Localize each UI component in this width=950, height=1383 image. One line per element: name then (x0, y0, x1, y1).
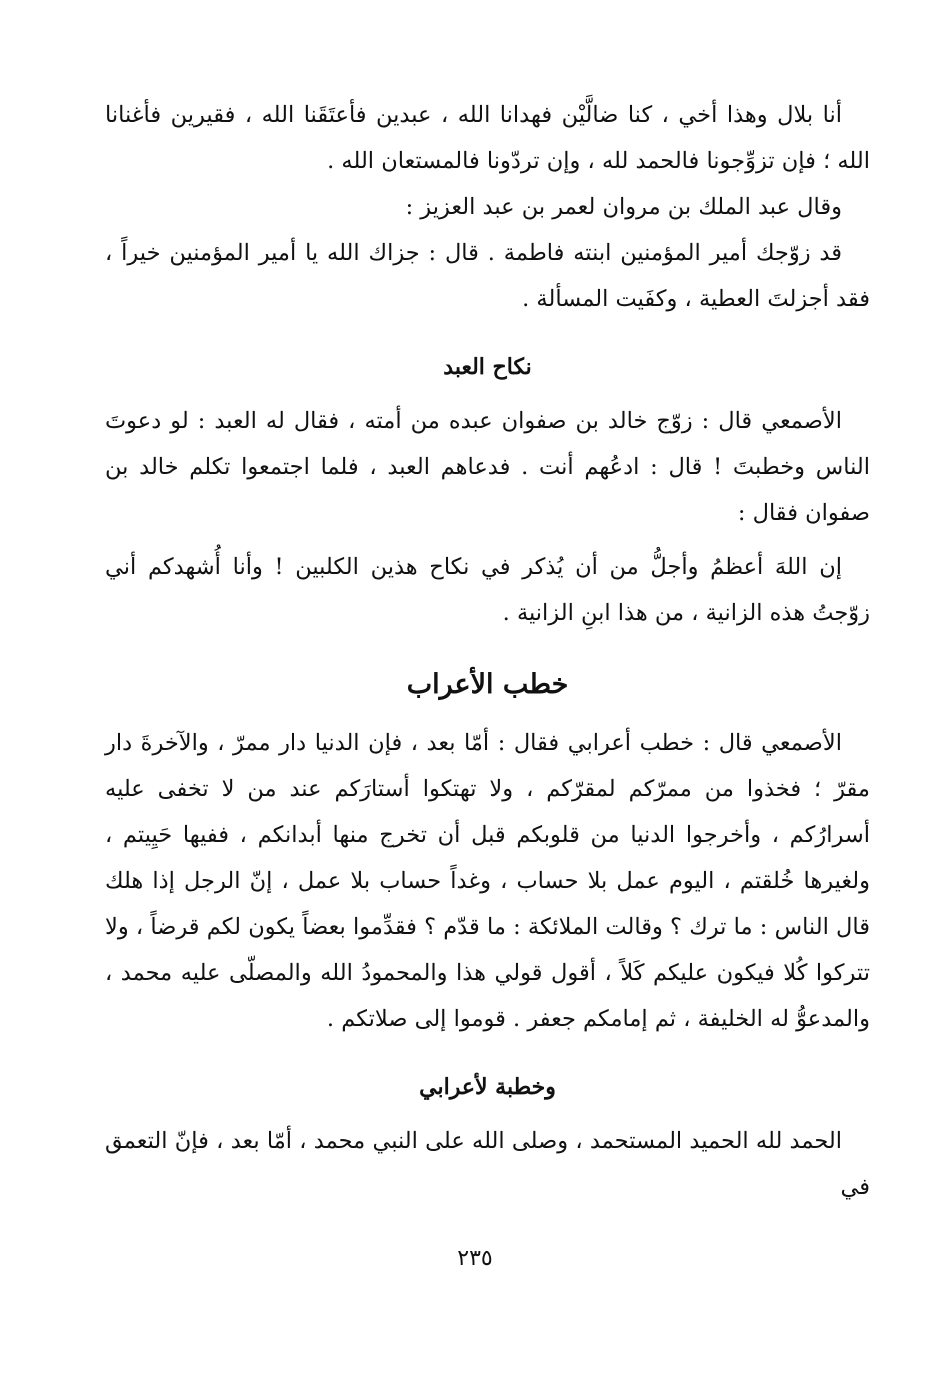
page-number: ٢٣٥ (457, 1246, 493, 1271)
paragraph-abdulmalik-intro: وقال عبد الملك بن مروان لعمر بن عبد العزيز : (405, 194, 842, 220)
section-gap (105, 636, 870, 658)
section-heading-slave-marriage: نكاح العبد (443, 354, 532, 380)
paragraph-asmai-khalid: الأصمعي قال : زوّج خالد بن صفوان عبده من أمته ، فقال له العبد : لو دعوتَ الناس وخطبتَ ! قال : ادعُهم أنت . فدعاهم العبد ، فلما اجتمعوا تكلم خالد بن صفوان فقال : (105, 408, 870, 526)
paragraph-khalid-speech: إن اللهَ أعظمُ وأجلُّ من أن يُذكر في نكاح هذين الكلبين ! وأنا أُشهدكم أني زوّجتُ هذه الزانية ، من هذا ابنِ الزانية . (105, 554, 870, 626)
section-gap (105, 390, 870, 398)
section-heading-bedouin-sermon-2: وخطبة لأعرابي (419, 1074, 556, 1100)
paragraph-hamd: الحمد لله الحميد المستحمد ، وصلى الله على النبي محمد ، أمّا بعد ، فإنّ التعمق في (105, 1128, 870, 1200)
paragraph-bedouin-sermon: الأصمعي قال : خطب أعرابي فقال : أمّا بعد ، فإن الدنيا دار ممرّ ، والآخرةَ دار مقرّ ؛ فخذوا من ممرّكم لمقرّكم ، ولا تهتكوا أستارَكم عند من لا تخفى عليه أسرارُكم ، وأخرجوا الدنيا من قلوبكم قبل أن تخرج منها أبدانكم ، ففيها حَيِيتم ، ولغيرها خُلقتم ، اليوم عمل بلا حساب ، وغداً حساب بلا عمل ، إنّ الرجل إذا هلك قال الناس : ما ترك ؟ وقالت الملائكة : ما قدّم ؟ فقدِّموا بعضاً يكون لكم قرضاً ، ولا تتركوا كُلا فيكون عليكم كَلاً ، أقول قولي هذا والمحمودُ الله والمصلّى عليه محمد ، والمدعوُّ له الخليفة ، ثم إمامكم جعفر . قوموا إلى صلاتكم . (105, 730, 870, 1032)
paragraph-gap (105, 536, 870, 544)
section-gap (105, 1110, 870, 1118)
section-gap (105, 712, 870, 720)
paragraph-bilal: أنا بلال وهذا أخي ، كنا ضالَّيْن فهدانا الله ، عبدين فأعتَقَنا الله ، فقيرين فأغنانا الله ؛ فإن تزوِّجونا فالحمد لله ، وإن تردّونا فالمستعان الله . (105, 102, 870, 174)
book-page (105, 92, 870, 1210)
section-gap (105, 322, 870, 344)
section-gap (105, 1042, 870, 1064)
paragraph-abdulmalik-quote: قد زوّجك أمير المؤمنين ابنته فاطمة . قال : جزاك الله يا أمير المؤمنين خيراً ، فقد أجزلتَ العطية ، وكفَيت المسألة . (105, 240, 870, 312)
section-heading-bedouin-sermons: خطب الأعراب (406, 669, 569, 700)
